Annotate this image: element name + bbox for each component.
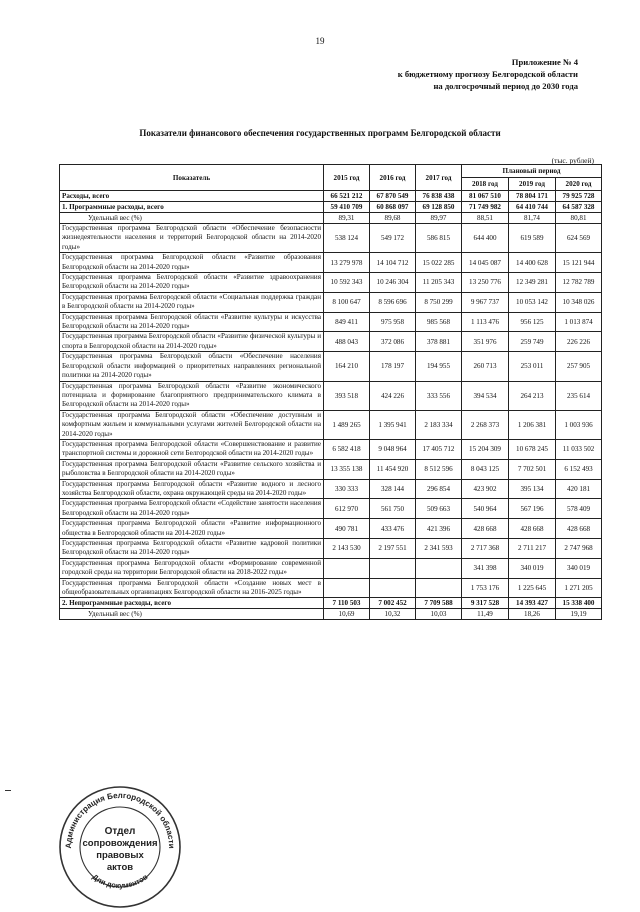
table-row (60, 459, 602, 479)
header-indicator: Показатель (60, 165, 324, 191)
row-value (416, 578, 462, 598)
row-value: 253 011 (509, 352, 556, 381)
row-value: 19,19 (556, 609, 602, 620)
row-value: 10 246 304 (370, 273, 416, 293)
row-value: 15 204 309 (462, 439, 509, 459)
table-row (60, 312, 602, 332)
row-value: 509 663 (416, 499, 462, 519)
table-body (60, 191, 602, 620)
row-value: 14 045 087 (462, 253, 509, 273)
row-value: 13 250 776 (462, 273, 509, 293)
row-value: 10 348 026 (556, 292, 602, 312)
row-value: 8 043 125 (462, 459, 509, 479)
row-value: 578 409 (556, 499, 602, 519)
row-value: 1 225 645 (509, 578, 556, 598)
row-value: 1 113 476 (462, 312, 509, 332)
row-value: 14 393 427 (509, 598, 556, 609)
table-row (60, 558, 602, 578)
table-row (60, 609, 602, 620)
header-2016: 2016 год (370, 165, 416, 191)
row-value: 7 709 588 (416, 598, 462, 609)
row-value: 378 881 (416, 332, 462, 352)
row-value: 1 206 381 (509, 410, 556, 439)
row-value: 164 210 (324, 352, 370, 381)
margin-mark (5, 790, 11, 791)
row-value: 13 355 138 (324, 459, 370, 479)
row-value: 2 268 373 (462, 410, 509, 439)
stamp-line-4: актов (106, 862, 134, 873)
table-row (60, 479, 602, 499)
row-value: 328 144 (370, 479, 416, 499)
table-row (60, 410, 602, 439)
row-value: 10 053 142 (509, 292, 556, 312)
appendix-line-3: на долгосрочный период до 2030 года (433, 81, 578, 91)
row-value: 6 582 418 (324, 439, 370, 459)
table-row (60, 439, 602, 459)
row-value: 8 596 696 (370, 292, 416, 312)
row-value: 351 976 (462, 332, 509, 352)
row-indicator: Государственная программа Белгородской области «Развитие физической культуры и спорта в Белгородской области на 2014-2020 годы» (60, 332, 324, 352)
row-indicator: Государственная программа Белгородской области «Развитие информационного общества в Белгородской области на 2014-2020 годы» (60, 519, 324, 539)
row-value: 9 048 964 (370, 439, 416, 459)
row-value: 333 556 (416, 381, 462, 410)
row-value: 2 183 334 (416, 410, 462, 439)
table-row (60, 381, 602, 410)
row-value: 17 405 712 (416, 439, 462, 459)
appendix-note (398, 56, 578, 92)
row-value: 1 395 941 (370, 410, 416, 439)
table-row (60, 224, 602, 253)
row-value: 340 019 (509, 558, 556, 578)
row-indicator: Государственная программа Белгородской области «Развитие сельского хозяйства и рыболовства в Белгородской области на 2014-2020 годы» (60, 459, 324, 479)
row-value: 10,32 (370, 609, 416, 620)
header-2015: 2015 год (324, 165, 370, 191)
row-value: 985 568 (416, 312, 462, 332)
table-row (60, 273, 602, 293)
row-value: 8 750 299 (416, 292, 462, 312)
row-indicator: Государственная программа Белгородской области «Развитие образования Белгородской области на 2014-2020 годы» (60, 253, 324, 273)
table-row (60, 213, 602, 224)
row-value: 64 410 744 (509, 202, 556, 213)
row-value: 257 905 (556, 352, 602, 381)
header-2019: 2019 год (509, 178, 556, 191)
row-value: 10,03 (416, 609, 462, 620)
row-value: 561 750 (370, 499, 416, 519)
row-value: 59 410 709 (324, 202, 370, 213)
row-value: 67 870 549 (370, 191, 416, 202)
table-row (60, 598, 602, 609)
row-value: 567 196 (509, 499, 556, 519)
row-indicator: Государственная программа Белгородской области «Обеспечение безопасности жизнедеятельности населения и территорий Белгородской области на 2014-2020 годы» (60, 224, 324, 253)
row-value: 538 124 (324, 224, 370, 253)
stamp-line-3: правовых (96, 850, 144, 861)
row-value: 956 125 (509, 312, 556, 332)
row-value: 395 134 (509, 479, 556, 499)
table-row (60, 292, 602, 312)
row-value: 10,69 (324, 609, 370, 620)
row-value: 78 804 171 (509, 191, 556, 202)
row-indicator: Государственная программа Белгородской области «Социальная поддержка граждан в Белгородской области на 2014-2020 годы» (60, 292, 324, 312)
row-value: 423 902 (462, 479, 509, 499)
row-value: 8 100 647 (324, 292, 370, 312)
row-value: 259 749 (509, 332, 556, 352)
row-value: 13 279 978 (324, 253, 370, 273)
row-value: 1 013 874 (556, 312, 602, 332)
row-value: 14 400 628 (509, 253, 556, 273)
row-value: 2 747 968 (556, 539, 602, 559)
header-2017: 2017 год (416, 165, 462, 191)
row-value: 424 226 (370, 381, 416, 410)
row-value: 624 569 (556, 224, 602, 253)
row-value: 849 411 (324, 312, 370, 332)
row-value: 15 121 944 (556, 253, 602, 273)
stamp-line-1: Отдел (104, 826, 136, 837)
row-value: 393 518 (324, 381, 370, 410)
row-value: 66 521 212 (324, 191, 370, 202)
row-value: 428 668 (556, 519, 602, 539)
row-value: 549 172 (370, 224, 416, 253)
row-value: 18,26 (509, 609, 556, 620)
stamp-ring-top: Администрация Белгородской области (63, 791, 177, 849)
row-value: 296 854 (416, 479, 462, 499)
row-value: 2 341 593 (416, 539, 462, 559)
table-row (60, 332, 602, 352)
row-value: 421 396 (416, 519, 462, 539)
row-value: 235 614 (556, 381, 602, 410)
row-value: 330 333 (324, 479, 370, 499)
row-value (416, 558, 462, 578)
row-value: 260 713 (462, 352, 509, 381)
row-value: 8 512 596 (416, 459, 462, 479)
row-value: 2 717 368 (462, 539, 509, 559)
row-value: 1 271 205 (556, 578, 602, 598)
row-value (370, 558, 416, 578)
row-value: 15 022 285 (416, 253, 462, 273)
row-value: 88,51 (462, 213, 509, 224)
row-value: 81 067 510 (462, 191, 509, 202)
row-value: 586 815 (416, 224, 462, 253)
row-value: 71 749 982 (462, 202, 509, 213)
row-value: 264 213 (509, 381, 556, 410)
row-value: 1 753 176 (462, 578, 509, 598)
row-value: 2 143 530 (324, 539, 370, 559)
row-indicator: Государственная программа Белгородской области «Развитие здравоохранения Белгородской области на 2014-2020 годы» (60, 273, 324, 293)
row-value: 79 925 728 (556, 191, 602, 202)
row-value: 394 534 (462, 381, 509, 410)
row-indicator: Удельный вес (%) (60, 609, 324, 620)
row-value: 9 317 528 (462, 598, 509, 609)
row-value (324, 578, 370, 598)
table-row (60, 539, 602, 559)
row-indicator: Государственная программа Белгородской области «Развитие культуры и искусства Белгородской области на 2014-2020 годы» (60, 312, 324, 332)
row-value: 89,97 (416, 213, 462, 224)
row-value: 194 955 (416, 352, 462, 381)
row-value: 1 003 936 (556, 410, 602, 439)
row-indicator: Государственная программа Белгородской области «Совершенствование и развитие транспортной системы и дорожной сети Белгородской области на 2014-2020 годы» (60, 439, 324, 459)
row-value: 1 489 265 (324, 410, 370, 439)
row-value: 10 678 245 (509, 439, 556, 459)
row-value: 10 592 343 (324, 273, 370, 293)
table-row (60, 191, 602, 202)
row-indicator: 2. Непрограммные расходы, всего (60, 598, 324, 609)
row-indicator: Государственная программа Белгородской области «Содействие занятости населения Белгородской области на 2014-2020 годы» (60, 499, 324, 519)
header-planning-period: Плановый период (462, 165, 602, 178)
row-value: 89,31 (324, 213, 370, 224)
appendix-line-2: к бюджетному прогнозу Белгородской области (397, 69, 578, 79)
row-indicator: Государственная программа Белгородской области «Обеспечение доступным и комфортным жильем и коммунальными услугами жителей Белгородской области на 2014-2020 годы» (60, 410, 324, 439)
row-value: 2 197 551 (370, 539, 416, 559)
row-value: 420 181 (556, 479, 602, 499)
row-value: 15 338 400 (556, 598, 602, 609)
row-value: 341 398 (462, 558, 509, 578)
row-value: 6 152 493 (556, 459, 602, 479)
row-value: 12 782 789 (556, 273, 602, 293)
row-value: 7 110 503 (324, 598, 370, 609)
row-indicator: Государственная программа Белгородской области «Развитие кадровой политики Белгородской области на 2014-2020 годы» (60, 539, 324, 559)
row-indicator: Государственная программа Белгородской области «Создание новых мест в общеобразовательных организациях Белгородской области на 2016-2025 годы» (60, 578, 324, 598)
row-value: 490 781 (324, 519, 370, 539)
row-value: 428 668 (462, 519, 509, 539)
row-indicator: Государственная программа Белгородской области «Развитие водного и лесного хозяйства Белгородской области, охрана окружающей среды на 2014-2020 годы» (60, 479, 324, 499)
table-row (60, 578, 602, 598)
row-indicator: 1. Программные расходы, всего (60, 202, 324, 213)
row-value: 540 964 (462, 499, 509, 519)
row-value: 644 400 (462, 224, 509, 253)
stamp-ring-bottom: Для документов (90, 872, 150, 891)
row-value: 7 002 452 (370, 598, 416, 609)
row-indicator: Государственная программа Белгородской области «Формирование современной городской среды на территории Белгородской области на 2018-2022 годы» (60, 558, 324, 578)
row-value: 488 043 (324, 332, 370, 352)
row-value: 14 104 712 (370, 253, 416, 273)
row-value: 60 868 097 (370, 202, 416, 213)
row-value: 178 197 (370, 352, 416, 381)
row-value (370, 578, 416, 598)
table-row (60, 253, 602, 273)
row-value: 428 668 (509, 519, 556, 539)
row-value (324, 558, 370, 578)
stamp-line-2: сопровождения (82, 838, 158, 849)
row-value: 11,49 (462, 609, 509, 620)
row-indicator: Расходы, всего (60, 191, 324, 202)
row-value: 11 033 502 (556, 439, 602, 459)
table-row (60, 499, 602, 519)
header-2020: 2020 год (556, 178, 602, 191)
row-value: 340 019 (556, 558, 602, 578)
row-value: 76 838 438 (416, 191, 462, 202)
row-value: 372 086 (370, 332, 416, 352)
row-value: 433 476 (370, 519, 416, 539)
row-value: 11 205 343 (416, 273, 462, 293)
table-row (60, 202, 602, 213)
appendix-line-1: Приложение № 4 (511, 57, 578, 67)
row-value: 89,68 (370, 213, 416, 224)
financing-table (59, 164, 602, 620)
row-value: 612 970 (324, 499, 370, 519)
row-value: 7 702 501 (509, 459, 556, 479)
row-indicator: Государственная программа Белгородской области «Развитие экономического потенциала и формирование благоприятного предпринимательского климата в Белгородской области на 2014-2020 годы» (60, 381, 324, 410)
row-value: 2 711 217 (509, 539, 556, 559)
page-number: 19 (315, 36, 325, 46)
row-indicator: Удельный вес (%) (60, 213, 324, 224)
row-indicator: Государственная программа Белгородской области «Обеспечение населения Белгородской области информацией о приоритетных направлениях региональной политики на 2014-2020 годы» (60, 352, 324, 381)
units-note: (тыс. рублей) (551, 156, 594, 165)
row-value: 80,81 (556, 213, 602, 224)
document-title: Показатели финансового обеспечения государственных программ Белгородской области (139, 128, 501, 138)
row-value: 226 226 (556, 332, 602, 352)
row-value: 11 454 920 (370, 459, 416, 479)
table-row (60, 519, 602, 539)
row-value: 64 587 328 (556, 202, 602, 213)
official-stamp (55, 782, 185, 912)
row-value: 975 958 (370, 312, 416, 332)
header-2018: 2018 год (462, 178, 509, 191)
row-value: 9 967 737 (462, 292, 509, 312)
row-value: 81,74 (509, 213, 556, 224)
row-value: 69 128 850 (416, 202, 462, 213)
row-value: 619 589 (509, 224, 556, 253)
table-row (60, 352, 602, 381)
row-value: 12 349 281 (509, 273, 556, 293)
